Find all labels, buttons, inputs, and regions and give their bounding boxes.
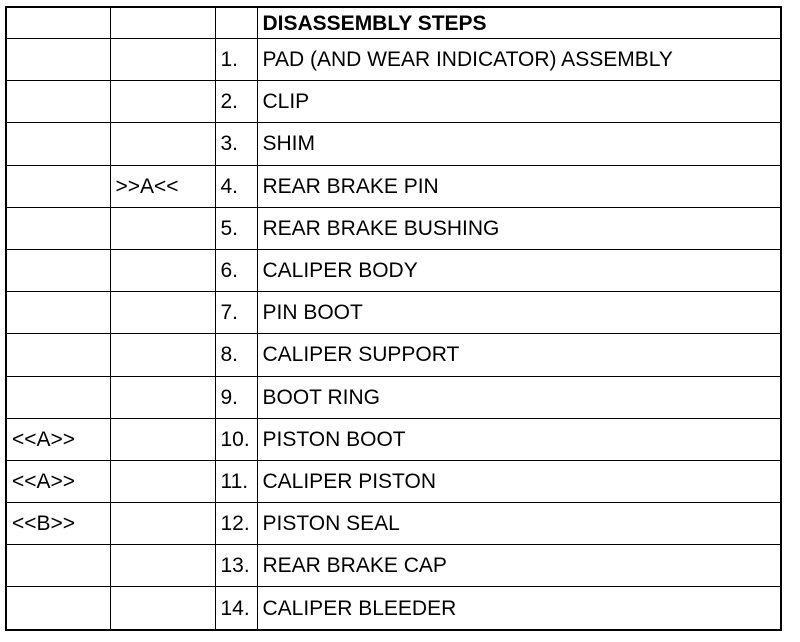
step-number: 2. <box>215 81 257 123</box>
table-body <box>6 7 781 630</box>
reassembly-note-cell: <<B>> <box>6 503 110 545</box>
step-name: REAR BRAKE CAP <box>257 545 781 587</box>
step-number: 10. <box>215 418 257 460</box>
table-title: DISASSEMBLY STEPS <box>257 7 781 39</box>
table-header-row <box>6 7 781 39</box>
table-row <box>6 376 781 418</box>
disassembly-note-cell: >>A<< <box>110 165 215 207</box>
step-name: PISTON BOOT <box>257 418 781 460</box>
reassembly-note-cell <box>6 587 110 630</box>
step-number: 13. <box>215 545 257 587</box>
disassembly-note-cell <box>110 81 215 123</box>
disassembly-note-cell <box>110 460 215 502</box>
disassembly-steps-table <box>5 6 782 631</box>
reassembly-note-cell <box>6 165 110 207</box>
reassembly-note-cell <box>6 376 110 418</box>
table-row <box>6 418 781 460</box>
step-number: 12. <box>215 503 257 545</box>
step-name: PISTON SEAL <box>257 503 781 545</box>
table-row <box>6 334 781 376</box>
step-name: CLIP <box>257 81 781 123</box>
table-row <box>6 249 781 291</box>
disassembly-note-cell <box>110 207 215 249</box>
step-name: BOOT RING <box>257 376 781 418</box>
step-name: PIN BOOT <box>257 292 781 334</box>
reassembly-note-cell <box>6 39 110 81</box>
disassembly-note-cell <box>110 545 215 587</box>
header-cell-empty <box>110 7 215 39</box>
step-number: 8. <box>215 334 257 376</box>
table-row <box>6 123 781 165</box>
step-number: 9. <box>215 376 257 418</box>
table-row <box>6 587 781 630</box>
reassembly-note-cell <box>6 545 110 587</box>
reassembly-note-cell: <<A>> <box>6 460 110 502</box>
step-number: 6. <box>215 249 257 291</box>
step-number: 5. <box>215 207 257 249</box>
step-name: SHIM <box>257 123 781 165</box>
disassembly-note-cell <box>110 334 215 376</box>
table-row <box>6 207 781 249</box>
reassembly-note-cell <box>6 334 110 376</box>
disassembly-note-cell <box>110 376 215 418</box>
disassembly-note-cell <box>110 123 215 165</box>
step-number: 7. <box>215 292 257 334</box>
step-number: 11. <box>215 460 257 502</box>
table-row <box>6 39 781 81</box>
header-cell-empty <box>215 7 257 39</box>
step-name: CALIPER PISTON <box>257 460 781 502</box>
reassembly-note-cell <box>6 249 110 291</box>
step-number: 1. <box>215 39 257 81</box>
reassembly-note-cell: <<A>> <box>6 418 110 460</box>
disassembly-note-cell <box>110 587 215 630</box>
reassembly-note-cell <box>6 207 110 249</box>
step-name: REAR BRAKE PIN <box>257 165 781 207</box>
step-name: CALIPER SUPPORT <box>257 334 781 376</box>
table-row <box>6 460 781 502</box>
step-number: 4. <box>215 165 257 207</box>
step-number: 3. <box>215 123 257 165</box>
reassembly-note-cell <box>6 81 110 123</box>
step-number: 14. <box>215 587 257 630</box>
table-row <box>6 81 781 123</box>
disassembly-note-cell <box>110 249 215 291</box>
reassembly-note-cell <box>6 123 110 165</box>
reassembly-note-cell <box>6 292 110 334</box>
step-name: REAR BRAKE BUSHING <box>257 207 781 249</box>
disassembly-note-cell <box>110 292 215 334</box>
table-row <box>6 165 781 207</box>
table-row <box>6 545 781 587</box>
table-row <box>6 503 781 545</box>
disassembly-note-cell <box>110 39 215 81</box>
table-row <box>6 292 781 334</box>
disassembly-note-cell <box>110 418 215 460</box>
header-cell-empty <box>6 7 110 39</box>
step-name: CALIPER BLEEDER <box>257 587 781 630</box>
step-name: CALIPER BODY <box>257 249 781 291</box>
step-name: PAD (AND WEAR INDICATOR) ASSEMBLY <box>257 39 781 81</box>
disassembly-note-cell <box>110 503 215 545</box>
